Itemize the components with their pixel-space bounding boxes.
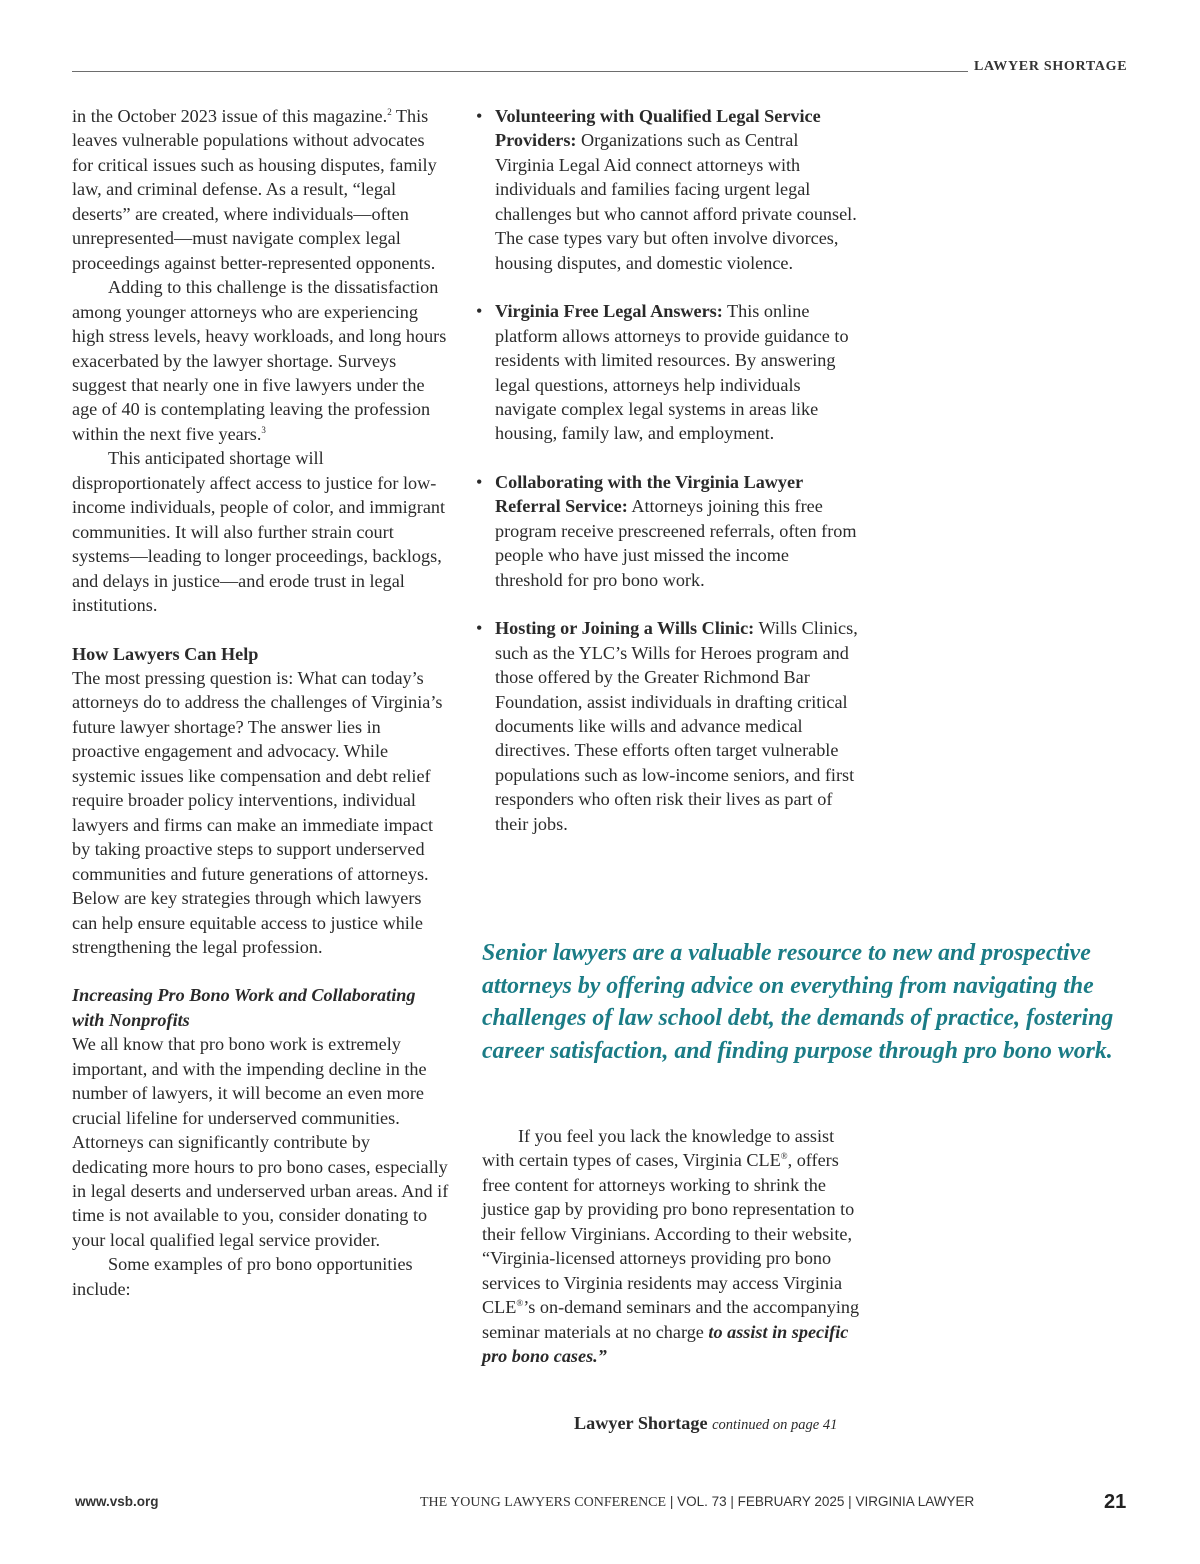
continued-page: continued on page 41 [712, 1417, 838, 1433]
footnote-ref: 2 [387, 107, 392, 117]
bullet-icon: • [476, 106, 483, 126]
bullet-icon: • [476, 471, 483, 492]
paragraph: in the October 2023 issue of this magazine.$^2$ This leaves vulnerable populations without advocates for critical issues such as housing disputes, family law, and criminal defense. As a result, “legal deserts” are created, where individuals—often unrepresented—must navigate complex legal proceedings against better-represented opponents. [72, 106, 437, 273]
page-number: 21 [1104, 1491, 1127, 1513]
footer-conference: THE YOUNG LAWYERS CONFERENCE [420, 1495, 667, 1510]
section-heading: How Lawyers Can Help [72, 643, 259, 664]
pull-quote: Senior lawyers are a valuable resource to new and prospective attorneys by offering advice on everything from navigating the challenges of law school debt, the demands of practice, fostering career satisfaction, and finding purpose through pro bono work. [482, 940, 1114, 1064]
subsection-heading: Increasing Pro Bono Work and Collaborating with Nonprofits [72, 985, 416, 1030]
bullet-icon: • [476, 301, 483, 322]
list-item: • Collaborating with the Virginia Lawyer Referral Service: Attorneys joining this free program receive prescreened referrals, often from people who have just missed the income threshold for pro bono work. [476, 471, 857, 590]
footer-issue: | VOL. 73 | FEBRUARY 2025 | VIRGINIA LAWYER [666, 1494, 975, 1509]
footer-url[interactable]: www.vsb.org [75, 1494, 159, 1509]
list-item: • Virginia Free Legal Answers: This online platform allows attorneys to provide guidance to residents with limited resources. By answering legal questions, attorneys help individuals navigate complex legal systems in areas like housing, family law, and employment. [476, 301, 849, 444]
paragraph: If you feel you lack the knowledge to assist with certain types of cases, Virginia CLE®, offers free content for attorneys working to shrink the justice gap by providing pro bono representation to their fellow Virginians. According to their website, “Virginia-licensed attorneys providing pro bono services to Virginia residents may access Virginia CLE®’s on-demand seminars and the accompanying seminar materials at no charge to assist in specific pro bono cases.” [482, 1126, 860, 1367]
header-rule [72, 71, 968, 72]
continued-note [574, 1413, 837, 1434]
paragraph: Adding to this challenge is the dissatisfaction among younger attorneys who are experiencing high stress levels, heavy workloads, and long hours exacerbated by the lawyer shortage. Surveys suggest that nearly one in five lawyers under the age of 40 is contemplating leaving the profession within the next five years.$^3$ [72, 277, 447, 444]
continued-title: Lawyer Shortage [574, 1413, 708, 1433]
footer-issue-info [420, 1494, 974, 1511]
bottom-column [482, 1124, 862, 1369]
bullet-icon: • [476, 618, 483, 639]
paragraph: This anticipated shortage will disproportionately affect access to justice for low-income individuals, people of color, and immigrant communities. It will also further strain court systems—leading to longer proceedings, backlogs, and delays in justice—and erode trust in legal institutions. [72, 448, 446, 616]
footnote-ref: 3 [261, 424, 266, 435]
list-item: • Hosting or Joining a Wills Clinic: Wills Clinics, such as the YLC’s Wills for Heroes program and those offered by the Greater Richmond Bar Foundation, assist individuals in drafting critical documents like wills and advance medical directives. These efforts often target vulnerable populations such as low-income seniors, and first responders who often risk their lives as part of their jobs. [476, 618, 858, 834]
paragraph: Some examples of pro bono opportunities include: [72, 1254, 413, 1299]
bullet-list [474, 104, 860, 836]
running-head: LAWYER SHORTAGE [974, 59, 1128, 74]
left-column [72, 104, 450, 1301]
paragraph: The most pressing question is: What can today’s attorneys do to address the challenges of Virginia’s future lawyer shortage? The answer lies in proactive engagement and advocacy. While systemic issues like compensation and debt relief require broader policy interventions, individual lawyers and firms can make an immediate impact by taking proactive steps to support underserved communities and future generations of attorneys. Below are key strategies through which lawyers can help ensure equitable access to justice while strengthening the legal profession. [72, 667, 443, 957]
paragraph: We all know that pro bono work is extremely important, and with the impending decline in the number of lawyers, it will become an even more crucial lifeline for underserved communities. Attorneys can significantly contribute by dedicating more hours to pro bono cases, especially in legal deserts and underserved urban areas. And if time is not available to you, consider donating to your local qualified legal service provider. [72, 1034, 449, 1250]
list-item: • Volunteering with Qualified Legal Service Providers: Organizations such as Central Virginia Legal Aid connect attorneys with individuals and families facing urgent legal challenges but who cannot afford private counsel. The case types vary but often involve divorces, housing disputes, and domestic violence. [476, 106, 857, 273]
